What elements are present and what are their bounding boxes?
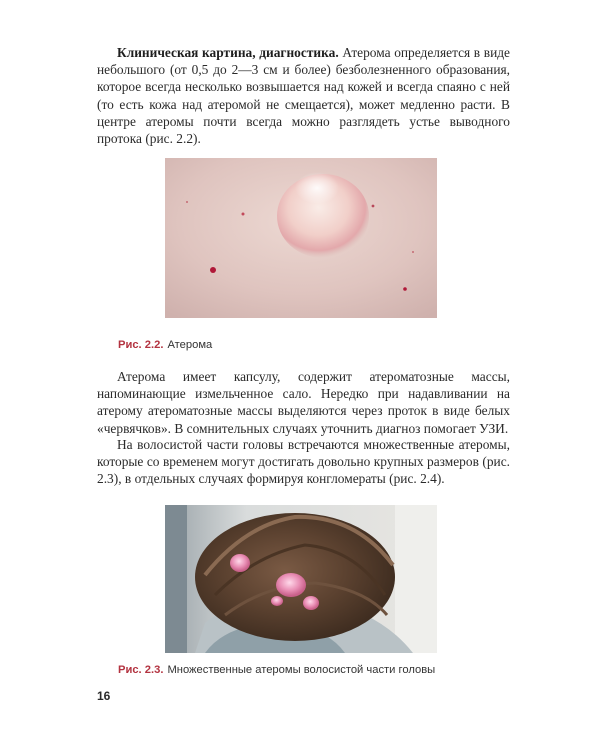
page-number: 16	[97, 689, 111, 703]
atheroma-skin-image	[165, 158, 437, 318]
figure-caption-2-2	[118, 339, 212, 351]
figure-scalp-photo	[165, 505, 437, 653]
figure-atheroma-photo	[165, 158, 437, 318]
paragraph-clinical-picture	[97, 44, 510, 147]
paragraph-scalp: На волосистой части головы встречаются множественные атеромы, которые со временем могут достигать довольно крупных размеров (рис. 2.3), в отдельных случаях формируя конгломераты (рис. 2.4).	[97, 437, 510, 487]
figure-label: Рис. 2.2.	[118, 339, 164, 351]
figure-label: Рис. 2.3.	[118, 664, 164, 676]
figure-caption-text: Атерома	[167, 339, 213, 351]
figure-caption-text: Множественные атеромы волосистой части головы	[167, 664, 436, 676]
scalp-atheromas-image	[165, 505, 437, 653]
paragraph-capsule: Атерома имеет капсулу, содержит атероматозные массы, напоминающие измельченное сало. Нередко при надавливании на атерому атероматозные массы выделяются через проток в виде белых «червячков». В сомнительных случаях уточнить диагноз помогает УЗИ.	[97, 369, 510, 436]
paragraph-body: Атерома определяется в виде небольшого (от 0,5 до 2—3 см и более) безболезненного образования, которое всегда несколько возвышается над кожей и всегда спаяно с ней (то есть кожа над атеромой не смещается), может медленно расти. В центре атеромы почти всегда можно разглядеть устье выводного протока (рис. 2.2).	[97, 45, 511, 147]
paragraph-lead: Клиническая картина, диагностика.	[117, 45, 339, 60]
figure-caption-2-3	[118, 664, 435, 676]
